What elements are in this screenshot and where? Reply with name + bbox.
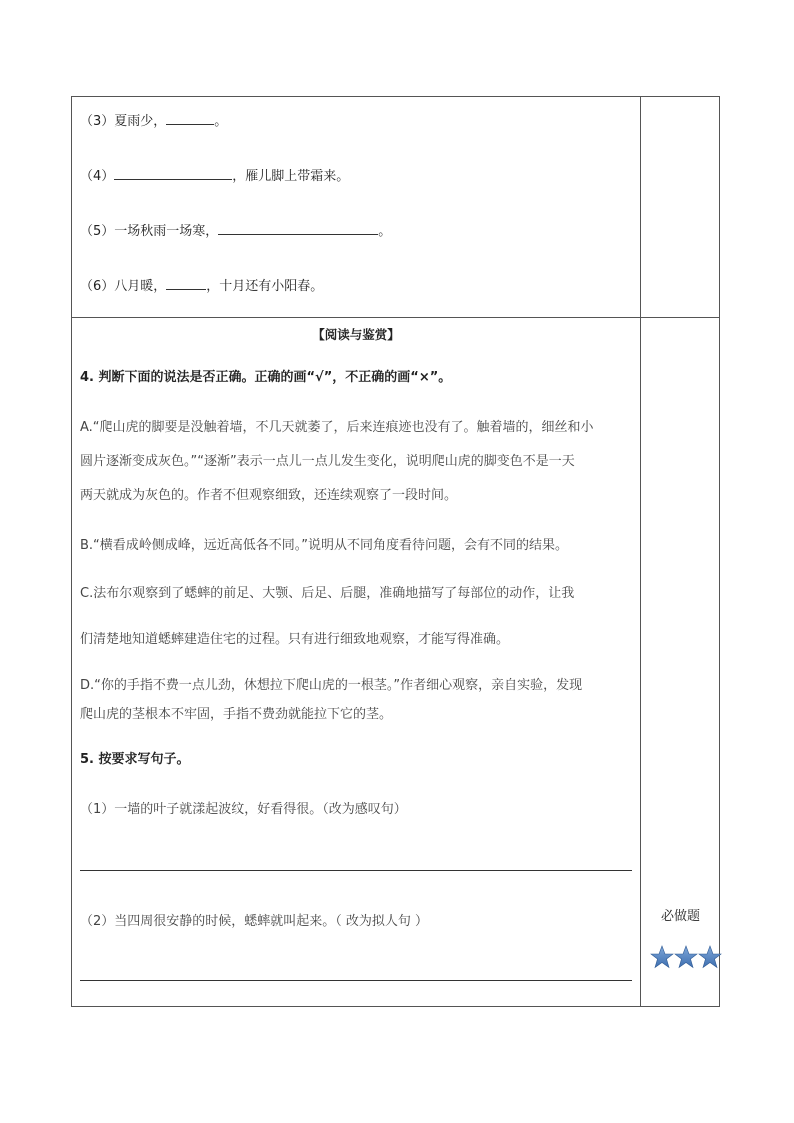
blank-line bbox=[166, 276, 206, 290]
blank-line bbox=[166, 111, 214, 125]
fill-item-4-after: ，雁儿脚上带霜来。 bbox=[232, 169, 350, 184]
question-4-title: 4. 判断下面的说法是否正确。正确的画“√”，不正确的画“×”。 bbox=[80, 370, 452, 385]
option-a-line: A.“爬山虎的脚要是没触着墙，不几天就萎了，后来连痕迹也没有了。触着墙的，细丝和小 bbox=[80, 420, 594, 435]
option-d-line: D.“你的手指不费一点儿劲，休想拉下爬山虎的一根茎。”作者细心观察，亲自实验，发现 bbox=[80, 678, 583, 693]
answer-line bbox=[80, 980, 632, 981]
fill-item-4-before: （4） bbox=[80, 169, 115, 184]
fill-item-3 bbox=[80, 111, 227, 130]
fill-item-5-before: （5）一场秋雨一场寒， bbox=[80, 224, 219, 239]
option-d-line: 爬山虎的茎根本不牢固，手指不费劲就能拉下它的茎。 bbox=[80, 707, 393, 722]
fill-item-4 bbox=[80, 166, 349, 185]
row-divider bbox=[72, 317, 719, 318]
star-icon bbox=[699, 946, 721, 968]
fill-item-3-before: （3）夏雨少， bbox=[80, 114, 167, 129]
blank-line bbox=[114, 166, 232, 180]
section-title: 【阅读与鉴赏】 bbox=[312, 327, 400, 342]
star-icon bbox=[651, 946, 673, 968]
option-b-line: B.“横看成岭侧成峰，远近高低各不同。”说明从不同角度看待问题，会有不同的结果。 bbox=[80, 538, 569, 553]
required-label: 必做题 bbox=[660, 909, 700, 924]
fill-item-3-after: 。 bbox=[214, 114, 228, 129]
answer-line bbox=[80, 870, 632, 871]
fill-item-5 bbox=[80, 221, 391, 240]
column-divider bbox=[640, 97, 641, 1006]
option-c-line: 们清楚地知道蟋蟀建造住宅的过程。只有进行细致地观察，才能写得准确。 bbox=[80, 632, 510, 647]
option-a-line: 圆片逐渐变成灰色。”“逐渐”表示一点儿一点儿发生变化，说明爬山虎的脚变色不是一天 bbox=[80, 454, 575, 469]
fill-item-6 bbox=[80, 276, 323, 295]
fill-item-6-before: （6）八月暖， bbox=[80, 279, 167, 294]
difficulty-stars bbox=[650, 945, 722, 971]
question-5-2: （2）当四周很安静的时候，蟋蟀就叫起来。（ 改为拟人句 ） bbox=[80, 914, 429, 929]
blank-line bbox=[218, 221, 378, 235]
fill-item-5-after: 。 bbox=[378, 224, 392, 239]
option-c-line: C.法布尔观察到了蟋蟀的前足、大颚、后足、后腿，准确地描写了每部位的动作，让我 bbox=[80, 586, 575, 601]
question-5-title: 5. 按要求写句子。 bbox=[80, 752, 190, 767]
star-icon bbox=[675, 946, 697, 968]
fill-item-6-after: ，十月还有小阳春。 bbox=[206, 279, 324, 294]
option-a-line: 两天就成为灰色的。作者不但观察细致，还连续观察了一段时间。 bbox=[80, 488, 458, 503]
question-5-1: （1）一墙的叶子就漾起波纹，好看得很。（改为感叹句） bbox=[80, 802, 407, 817]
worksheet-table bbox=[71, 96, 720, 1007]
